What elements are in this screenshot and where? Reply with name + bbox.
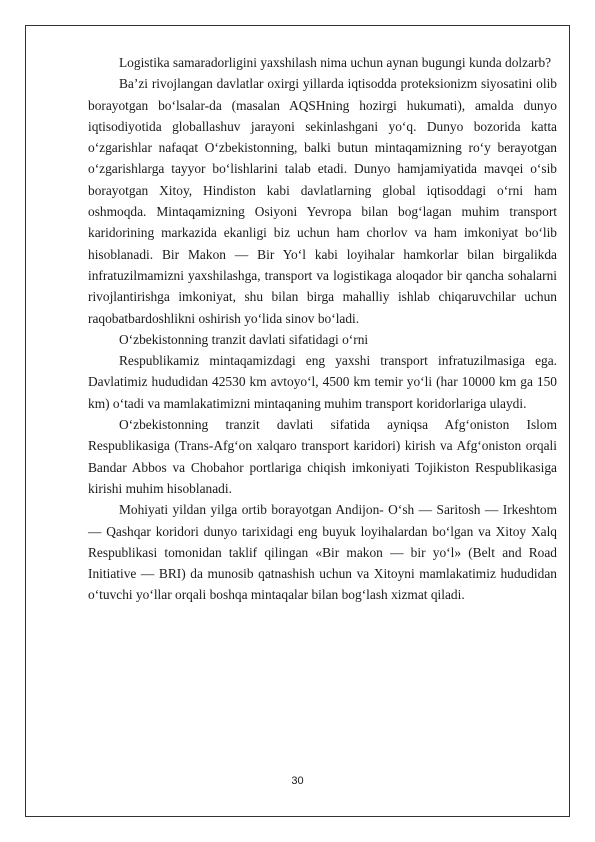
- page-number: 30: [291, 775, 304, 787]
- paragraph-corridor: Mohiyati yildan yilga ortib borayotgan Andijon- O‘sh — Saritosh — Irkeshtom — Qashqar koridori dunyo tarixidagi eng buyuk loyihalardan bo‘lgan va Xitoy Xalq Respublikasi tomonidan taklif qilingan «Bir makon — bir yo‘l» (Belt and Road Initiative — BRI) da munosib qatnashish uchun va Xitoyni mamlakatimiz hududidan o‘tuvchi yo‘llar orqali boshqa mintaqalar bilan bog‘lash xizmat qiladi.: [88, 502, 557, 603]
- document-body: [88, 52, 557, 606]
- paragraph-afghanistan: O‘zbekistonning tranzit davlati sifatida ayniqsa Afg‘oniston Islom Respublikasiga (Trans-Afg‘on xalqaro transport karidori) kirish va Afg‘oniston orqali Bandar Abbos va Chobahor portlariga chiqish imkoniyati Tojikiston Respublikasiga kirishi muhim hisoblanadi.: [88, 417, 557, 496]
- paragraph-globalization: Ba’zi rivojlangan davlatlar oxirgi yillarda iqtisodda proteksionizm siyosatini olib borayotgan bo‘lsalar-da (masalan AQSHning hozirgi hukumati), amalda dunyo iqtisodiyotida globallashuv jarayoni sekinlashgani yo‘q. Dunyo bozorida katta o‘zgarishlar nafaqat O‘zbekistonning, balki butun mintaqamizning ro‘y berayotgan o‘zgarishlarga tayyor bo‘lishlarini talab etadi. Dunyo hamjamiyatida mavqei o‘sib borayotgan Xitoy, Hindiston kabi davlatlarning global iqtisoddagi o‘rni ham oshmoqda. Mintaqamizning Osiyoni Yevropa bilan bog‘lagan muhim transport karidorining markazida ekanligi biz uchun ham chorlov va ham imkoniyat bo‘lib hisoblanadi. Bir Makon — Bir Yo‘l kabi loyihalar hamkorlar bilan birgalikda infratuzilmamizni yaxshilashga, transport va logistikaga aloqador bir qancha sohalarni rivojlantirishga imkoniyat, shu bilan birga mahalliy ishlab chiqaruvchilar uchun raqobatbardoshlikni oshirish yo‘lida sinov bo‘ladi.: [88, 76, 557, 326]
- section-heading-transit: O‘zbekistonning tranzit davlati sifatidagi o‘rni: [119, 331, 369, 347]
- paragraph-infrastructure: Respublikamiz mintaqamizdagi eng yaxshi transport infratuzilmasiga ega. Davlatimiz hududidan 42530 km avtoyo‘l, 4500 km temir yo‘li (har 10000 km ga 150 km) o‘tadi va mamlakatimizni mintaqaning muhim transport koridorlariga ulaydi.: [88, 353, 557, 411]
- paragraph-question: Logistika samaradorligini yaxshilash nima uchun aynan bugungi kunda dolzarb?: [119, 55, 552, 70]
